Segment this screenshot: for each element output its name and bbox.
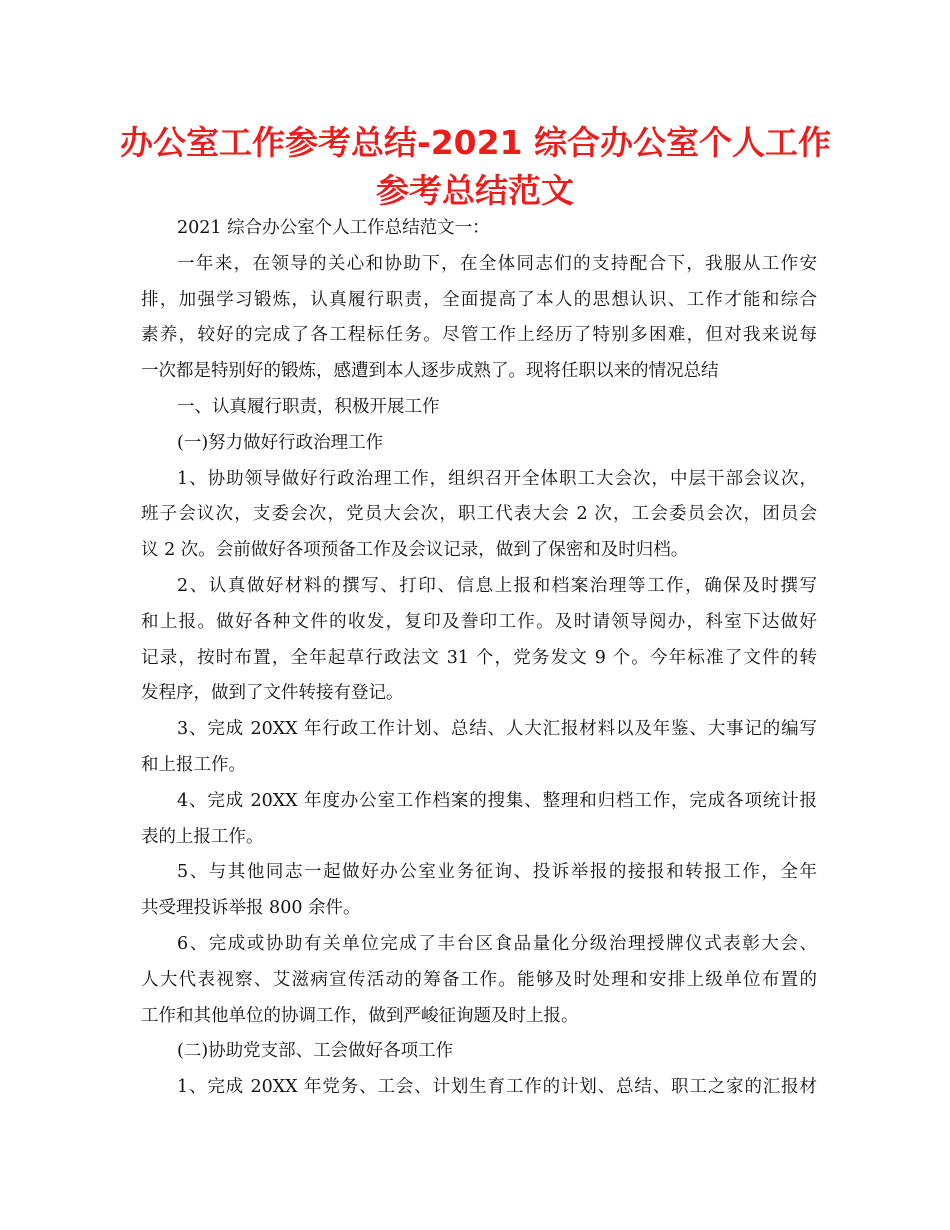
body-text-line: 一年来，在领导的关心和协助下，在全体同志们的支持配合下，我服从工作安: [177, 253, 817, 274]
body-text-line: 2021 综合办公室个人工作总结范文一：: [177, 218, 490, 238]
body-text-line: 发程序，做到了文件转接有登记。: [141, 683, 404, 704]
body-text-line: 5、与其他同志一起做好办公室业务征询、投诉举报的接报和转报工作，全年: [177, 862, 817, 883]
body-text-line: 表的上报工作。: [141, 826, 264, 847]
body-text-line: 和上报。做好各种文件的收发，复印及誊印工作。及时请领导阅办，科室下达做好: [141, 611, 817, 632]
body-text-line: 4、完成 20XX 年度办公室工作档案的搜集、整理和归档工作，完成各项统计报: [177, 790, 817, 811]
body-text-line: 排，加强学习锻炼，认真履行职责，全面提高了本人的思想认识、工作才能和综合: [141, 289, 817, 310]
body-text-line: 6、完成或协助有关单位完成了丰台区食品量化分级治理授牌仪式表彰大会、: [177, 933, 817, 954]
body-text-line: 3、完成 20XX 年行政工作计划、总结、人大汇报材料以及年鉴、大事记的编写: [177, 719, 817, 740]
body-text-line: 工作和其他单位的协调工作，做到严峻征询题及时上报。: [141, 1005, 579, 1026]
body-text-line: 议 2 次。会前做好各项预备工作及会议记录，做到了保密和及时归档。: [141, 540, 689, 561]
body-text-line: 班子会议次，支委会次，党员大会次，职工代表大会 2 次，工会委员会次，团员会: [141, 504, 817, 525]
body-text-line: 一次都是特别好的锻炼，感遭到本人逐步成熟了。现将任职以来的情况总结: [141, 361, 719, 382]
body-text-line: 人大代表视察、艾滋病宣传活动的筹备工作。能够及时处理和安排上级单位布置的: [141, 969, 817, 990]
body-text-line: 1、完成 20XX 年党务、工会、计划生育工作的计划、总结、职工之家的汇报材: [177, 1077, 817, 1098]
body-text-line: 2、认真做好材料的撰写、打印、信息上报和档案治理等工作，确保及时撰写: [177, 575, 817, 596]
body-text-line: 素养，较好的完成了各工程标任务。尽管工作上经历了特别多困难，但对我来说每: [141, 325, 817, 346]
body-text-line: 一、认真履行职责，积极开展工作: [177, 396, 440, 417]
document-title-line-2: 参考总结范文: [376, 171, 574, 210]
body-text-line: 共受理投诉举报 800 余件。: [141, 898, 361, 919]
body-text-line: 和上报工作。: [141, 754, 246, 775]
body-text-line: (二)协助党支部、工会做好各项工作: [177, 1041, 454, 1062]
body-text-line: 1、协助领导做好行政治理工作，组织召开全体职工大会次，中层干部会议次，: [177, 468, 817, 489]
body-text-line: 记录，按时布置，全年起草行政法文 31 个，党务发文 9 个。今年标准了文件的转: [141, 647, 817, 668]
document-body: [141, 211, 817, 1106]
document-title-line-1: 办公室工作参考总结-2021 综合办公室个人工作: [120, 123, 832, 162]
body-text-line: (一)努力做好行政治理工作: [177, 432, 384, 453]
